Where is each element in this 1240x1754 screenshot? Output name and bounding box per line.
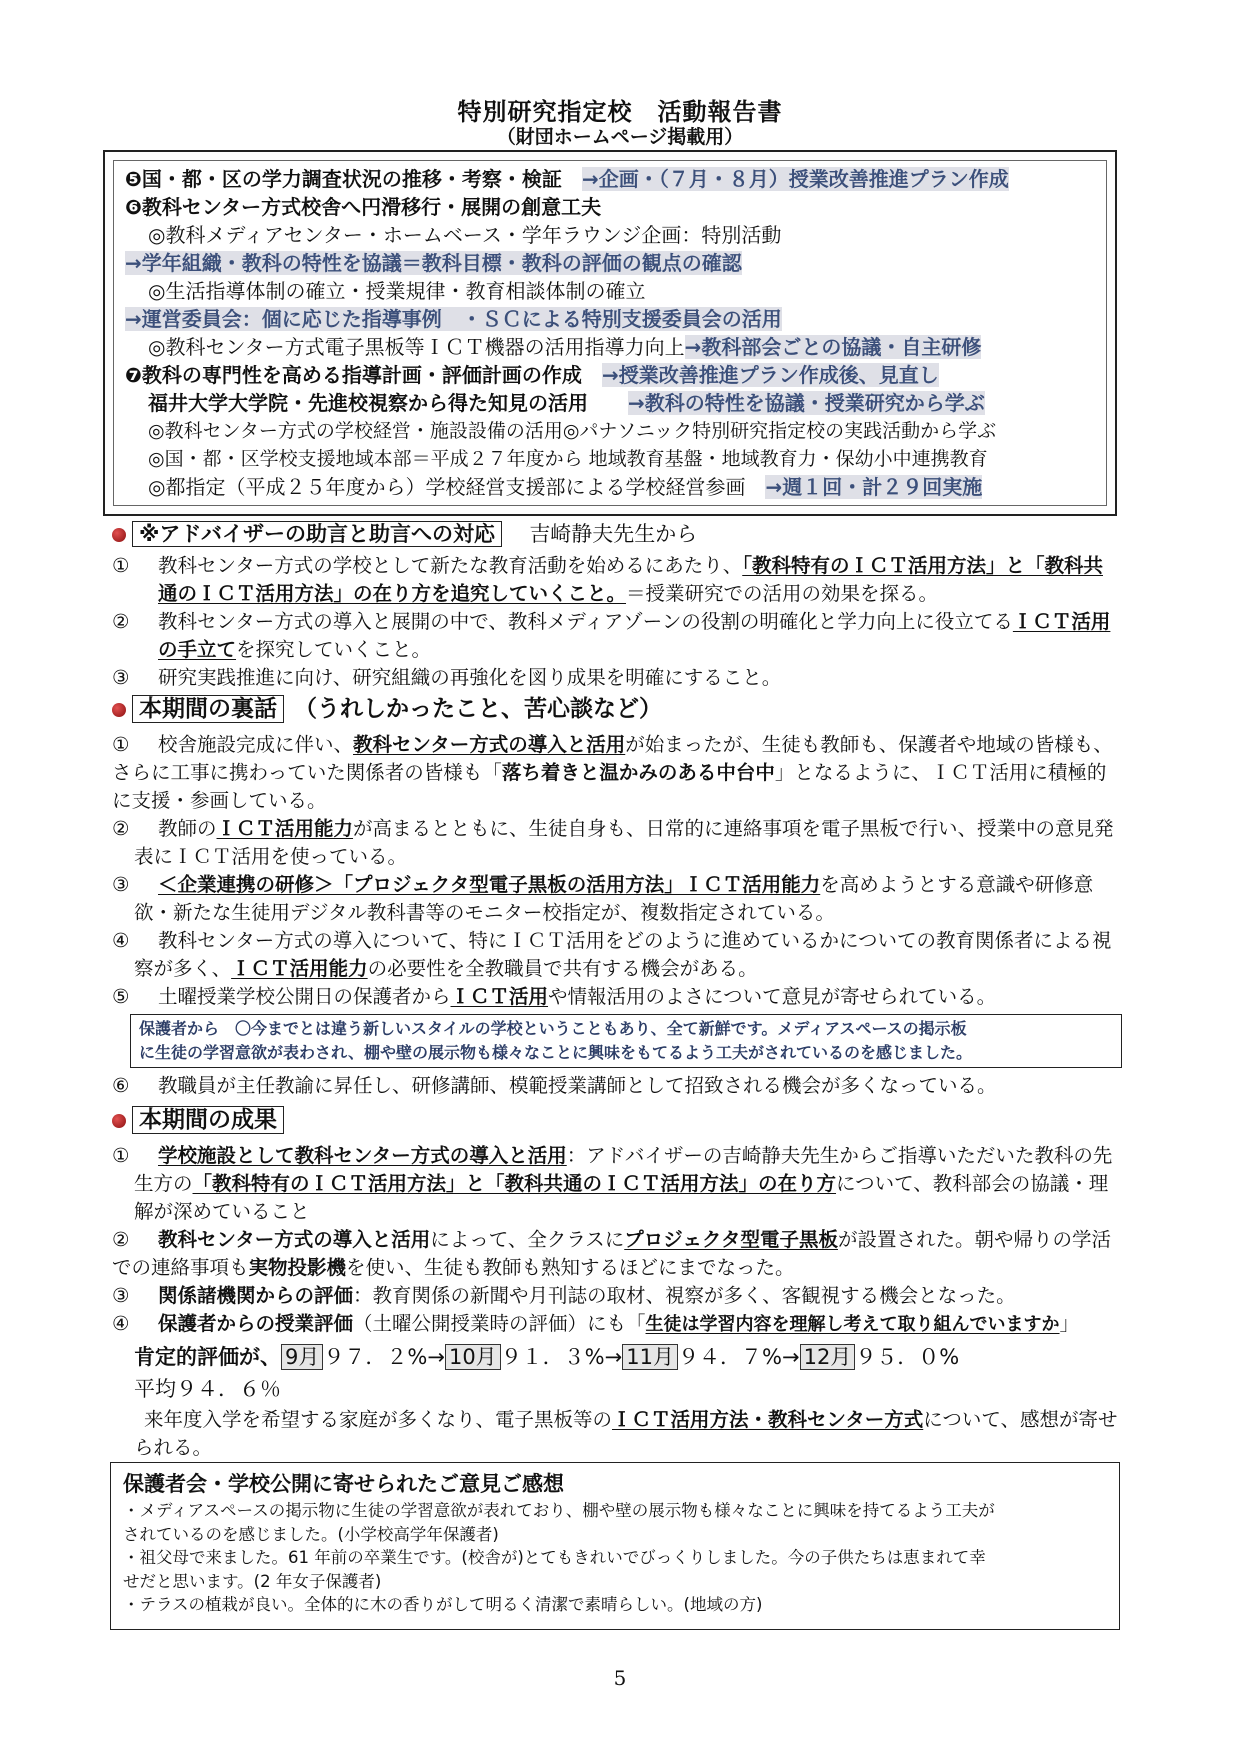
plan-line bbox=[125, 166, 1009, 192]
item-number: ⑥ bbox=[112, 1074, 130, 1097]
plan-highlight: →企画・（７月・８月）授業改善推進プラン作成 bbox=[581, 167, 1009, 191]
report-subtitle: （財団ホームページ掲載用） bbox=[496, 126, 744, 148]
arrow: → bbox=[427, 1345, 445, 1369]
plan-highlight: →学年組織・教科の特性を協議＝教科目標・教科の評価の観点の確認 bbox=[125, 251, 742, 275]
item-text: （土曜公開授業時の評価）にも「 bbox=[353, 1312, 646, 1335]
plan-highlight: →教科の特性を協議・授業研究から学ぶ bbox=[628, 391, 985, 415]
item-underlined: ＩＣＴ活用能力 bbox=[216, 817, 354, 840]
item-underlined: ＩＣＴ活用 bbox=[450, 985, 549, 1008]
item-number: ① bbox=[112, 733, 130, 756]
plan-line bbox=[148, 390, 985, 416]
month-value: ９７．２% bbox=[323, 1345, 428, 1369]
advisor-heading-label: ※アドバイザーの助言と助言への対応 bbox=[132, 521, 502, 547]
month-box: 9月 bbox=[281, 1344, 323, 1370]
item-text: ：アドバイザーの吉崎静夫先生からご指導いただいた教科の先生方の bbox=[134, 1144, 1113, 1195]
page-number: 5 bbox=[613, 1666, 627, 1690]
item-underlined: 生徒は学習内容を理解し考えて取り組んでいますか bbox=[645, 1314, 1060, 1335]
advisor-name: 吉崎静夫先生から bbox=[529, 522, 698, 546]
item-text: ：教育関係の新聞や月刊誌の取材、視察が多く、客観視する機会となった。 bbox=[353, 1284, 1016, 1307]
month-box: 12月 bbox=[800, 1344, 856, 1370]
item-text: について、教科部会の協議・理解が深めていること bbox=[134, 1172, 1109, 1223]
advisor-item bbox=[112, 608, 1122, 664]
month-value: ９５．０% bbox=[855, 1345, 960, 1369]
item-text: が高まるとともに、生徒自身も、日常的に連絡事項を電子黒板で行い、授業中の意見発表にＩＣＴ活用を使っている。 bbox=[134, 817, 1114, 868]
report-title: 特別研究指定校 活動報告書 bbox=[457, 98, 783, 126]
arrow: → bbox=[781, 1345, 800, 1369]
item-text: 教科センター方式の導入と展開の中で、教科メディアゾーンの役割の明確化と学力向上に役立てる bbox=[158, 610, 1013, 633]
plan-highlight: →運営委員会：個に応じた指導事例 ・ＳＣによる特別支援委員会の活用 bbox=[125, 307, 782, 331]
advisor-item bbox=[112, 552, 1122, 608]
plan-line bbox=[148, 474, 982, 500]
evaluation-row bbox=[134, 1342, 959, 1372]
item-underlined: プロジェクタ型電子黒板 bbox=[624, 1228, 838, 1251]
quote-line: 保護者から 〇今までとは違う新しいスタイルの学校ということもあり、全て新鮮です。メディアスペースの掲示板 bbox=[139, 1019, 967, 1038]
advisor-item bbox=[112, 664, 1122, 692]
item-underlined: ＜企業連携の研修＞「プロジェクタ型電子黒板の活用方法」ＩＣＴ活用能力 bbox=[158, 873, 821, 896]
plan-line bbox=[148, 334, 981, 360]
item-text: 教師の bbox=[158, 817, 217, 840]
item-number: ⑤ bbox=[112, 985, 130, 1008]
plan-highlight: →教科部会ごとの協議・自主研修 bbox=[684, 335, 982, 359]
closing-underlined: ＩＣＴ活用方法・教科センター方式 bbox=[612, 1408, 924, 1431]
plan-line bbox=[125, 194, 601, 220]
item-underlined: 「教科特有のＩＣＴ活用方法」と「教科共通のＩＣＴ活用方法」の在り方を追究していくこと。 bbox=[158, 554, 1103, 605]
item-number: ① bbox=[112, 1144, 130, 1167]
item-text: 教科センター方式の学校として新たな教育活動を始めるにあたり、 bbox=[158, 554, 743, 577]
behind-item bbox=[112, 983, 1122, 1011]
item-bold: 落ち着きと温かみのある中台中 bbox=[501, 761, 775, 784]
item-underlined: ＩＣＴ活用能力 bbox=[231, 957, 368, 980]
opinion-line: ・メディアスペースの掲示物に生徒の学習意欲が表れており、棚や壁の展示物も様々なことに興味を持てるよう工夫が bbox=[123, 1501, 995, 1520]
item-number: ② bbox=[112, 610, 130, 633]
behind-heading-rest: （うれしかったこと、苦心談など） bbox=[294, 696, 662, 722]
bullet-icon bbox=[112, 703, 126, 717]
plan-line bbox=[148, 418, 996, 444]
behind-item bbox=[112, 871, 1122, 927]
item-text: 教職員が主任教諭に昇任し、研修講師、模範授業講師として招致される機会が多くなっている。 bbox=[158, 1074, 997, 1097]
item-text: が始まったが、生徒も教師も、保護者や地域の皆様も、さらに工事に携わっていた関係者の皆様も「 bbox=[112, 733, 1113, 784]
closing-text: について、感想が寄せられる。 bbox=[134, 1408, 1118, 1459]
month-value: ９１．３% bbox=[500, 1345, 605, 1369]
plan-line bbox=[148, 446, 988, 472]
behind-heading-label: 本期間の裏話 bbox=[132, 695, 284, 723]
results-heading-label: 本期間の成果 bbox=[132, 1106, 284, 1134]
behind-item bbox=[112, 815, 1122, 871]
opinion-line: せだと思います。(2 年女子保護者) bbox=[123, 1571, 382, 1591]
behind-item bbox=[112, 927, 1122, 983]
item-underlined: 学校施設として教科センター方式の導入と活用 bbox=[158, 1144, 567, 1167]
item-number: ② bbox=[112, 817, 130, 840]
results-closing bbox=[134, 1406, 1124, 1462]
plan-line bbox=[125, 362, 939, 388]
item-number: ③ bbox=[112, 666, 130, 689]
item-text: 土曜授業学校公開日の保護者から bbox=[158, 985, 451, 1008]
item-text: が設置された。朝や帰りの学活での連絡事項も bbox=[112, 1228, 1112, 1279]
item-text: の必要性を全教職員で共有する機会がある。 bbox=[367, 957, 758, 980]
month-box: 10月 bbox=[445, 1344, 501, 1370]
item-text: 研究実践推進に向け、研究組織の再強化を図り成果を明確にすること。 bbox=[158, 666, 782, 689]
results-item bbox=[112, 1282, 1122, 1310]
item-bold: 実物投影機 bbox=[248, 1256, 347, 1279]
item-text: によって、全クラスに bbox=[430, 1228, 625, 1251]
opinions-title: 保護者会・学校公開に寄せられたご意見ご感想 bbox=[123, 1472, 564, 1496]
item-number: ④ bbox=[112, 929, 130, 952]
opinion-line: されているのを感じました。(小学校高学年保護者) bbox=[123, 1524, 499, 1544]
item-number: ③ bbox=[112, 873, 130, 896]
advisor-heading bbox=[112, 520, 697, 548]
item-underlined: ＩＣＴ活用の手立て bbox=[158, 610, 1111, 661]
item-text: を探究していくこと。 bbox=[236, 638, 432, 661]
plan-text: 福井大学大学院・先進校視察から得た知見の活用 bbox=[148, 391, 628, 415]
month-box: 11月 bbox=[622, 1344, 678, 1370]
plan-highlight: →週１回・計２９回実施 bbox=[765, 475, 983, 499]
plan-text: ◎教科メディアセンター・ホームベース・学年ラウンジ企画：特別活動 bbox=[148, 223, 782, 247]
quote-line: に生徒の学習意欲が表わされ、棚や壁の展示物も様々なことに興味をもてるよう工夫がされているのを感じました。 bbox=[139, 1043, 972, 1062]
item-text: を高めようとする意識や研修意欲・新たな生徒用デジタル教科書等のモニター校指定が、複数指定されている。 bbox=[134, 873, 1094, 924]
item-text: ＝授業研究での活用の効果を探る。 bbox=[626, 582, 939, 605]
item-number: ③ bbox=[112, 1284, 130, 1307]
behind-item bbox=[112, 1072, 1122, 1100]
item-text: 」となるように、ＩＣＴ活用に積極的に支援・参画している。 bbox=[112, 761, 1107, 812]
bullet-icon bbox=[112, 1114, 126, 1128]
behind-heading bbox=[112, 695, 662, 723]
item-text: 教科センター方式の導入について、特にＩＣＴ活用をどのように進めているかについての教育関係者による視察が多く、 bbox=[134, 929, 1112, 980]
item-underlined: 教科センター方式の導入と活用 bbox=[353, 733, 626, 756]
opinions-box bbox=[110, 1462, 1120, 1630]
plan-line bbox=[125, 250, 742, 276]
plan-text: ❼教科の専門性を高める指導計画・評価計画の作成 bbox=[125, 363, 602, 387]
item-text: 」 bbox=[1059, 1312, 1080, 1335]
plan-text: ◎都指定（平成２５年度から）学校経営支援部による学校経営参画 bbox=[148, 475, 766, 499]
item-bold: 保護者からの授業評価 bbox=[158, 1312, 354, 1335]
month-value: ９４．７% bbox=[678, 1345, 782, 1369]
behind-item bbox=[112, 731, 1122, 815]
item-number: ② bbox=[112, 1228, 130, 1251]
arrow: → bbox=[604, 1345, 623, 1369]
plan-line bbox=[148, 278, 645, 304]
item-underlined: 「教科特有のＩＣＴ活用方法」と「教科共通のＩＣＴ活用方法」の在り方 bbox=[192, 1172, 837, 1195]
plan-line bbox=[148, 222, 781, 248]
evaluation-label: 肯定的評価が、 bbox=[134, 1345, 281, 1369]
item-number: ① bbox=[112, 554, 130, 577]
item-text: や情報活用のよさについて意見が寄せられている。 bbox=[548, 985, 997, 1008]
item-bold: 関係諸機関からの評価 bbox=[158, 1284, 354, 1307]
results-item bbox=[112, 1226, 1122, 1282]
opinion-line: ・祖父母で来ました。61 年前の卒業生です。(校舎が)とてもきれいでびっくりしました。今の子供たちは恵まれて幸 bbox=[123, 1548, 986, 1567]
plan-highlight: →授業改善推進プラン作成後、見直し bbox=[601, 363, 939, 387]
plan-text: ◎教科センター方式の学校経営・施設設備の活用◎パナソニック特別研究指定校の実践活動から学ぶ bbox=[148, 420, 997, 442]
closing-text: 来年度入学を希望する家庭が多くなり、電子黒板等の bbox=[144, 1408, 613, 1431]
plan-text: ◎教科センター方式電子黒板等ＩＣＴ機器の活用指導力向上 bbox=[148, 335, 685, 359]
plan-text: ❻教科センター方式校舎へ円滑移行・展開の創意工夫 bbox=[125, 195, 602, 219]
results-item bbox=[112, 1142, 1122, 1226]
plan-text: ◎国・都・区学校支援地域本部＝平成２７年度から 地域教育基盤・地域教育力・保幼小中連携教育 bbox=[148, 448, 988, 470]
plan-line bbox=[125, 306, 782, 332]
plan-text: ◎生活指導体制の確立・授業規律・教育相談体制の確立 bbox=[148, 279, 646, 303]
results-item bbox=[112, 1310, 1122, 1339]
bullet-icon bbox=[112, 528, 126, 542]
results-heading bbox=[112, 1106, 284, 1134]
opinion-line: ・テラスの植栽が良い。全体的に木の香りがして明るく清潔で素晴らしい。(地域の方) bbox=[123, 1595, 763, 1614]
item-number: ④ bbox=[112, 1312, 130, 1335]
parent-quote-box bbox=[130, 1014, 1122, 1068]
item-text: 校舎施設完成に伴い、 bbox=[158, 733, 354, 756]
item-text: を使い、生徒も教師も熟知するほどにまでなった。 bbox=[346, 1256, 795, 1279]
item-bold: 教科センター方式の導入と活用 bbox=[158, 1228, 431, 1251]
plan-text: ❺国・都・区の学力調査状況の推移・考察・検証 bbox=[125, 167, 582, 191]
average-value: 平均９４．６％ bbox=[134, 1377, 281, 1401]
